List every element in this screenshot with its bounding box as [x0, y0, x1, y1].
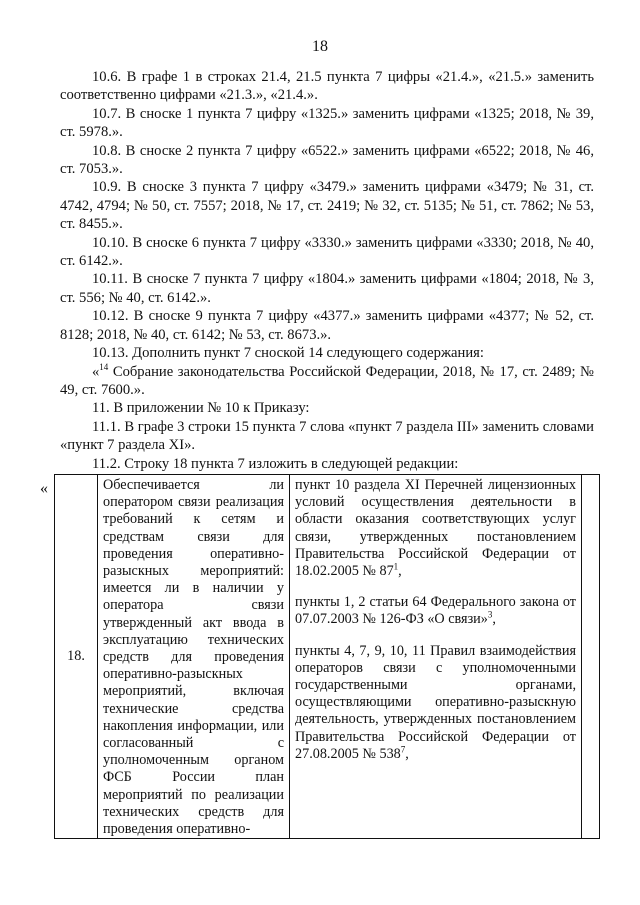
paragraph-text: 10.7. В сноске 1 пункта 7 цифру «1325.» заменить цифрами «1325; 2018, № 39, ст. 5978.».: [60, 105, 594, 141]
footnote-marker: 1: [393, 561, 399, 572]
paragraph-text: 11. В приложении № 10 к Приказу:: [92, 400, 310, 417]
paragraph-text: 11.2. Строку 18 пункта 7 изложить в следующей редакции:: [92, 455, 459, 472]
footnote-14-text: [60, 363, 594, 400]
paragraph-10-13: [60, 344, 594, 362]
paragraph-text: 11.1. В графе 3 строки 15 пункта 7 слова «пункт 7 раздела III» заменить словами «пункт 7 раздела XI».: [60, 418, 594, 454]
reference-tail: ,: [405, 745, 409, 762]
paragraph-text: 10.9. В сноске 3 пункта 7 цифру «3479.» заменить цифрами «3479; № 31, ст. 4742, 4794; № 50, ст. 7557; 2018, № 17, ст. 2419; № 32, ст. 5135; № 51, ст. 7862; № 53, ст. 8455.».: [60, 179, 594, 233]
footnote-marker: 7: [400, 744, 406, 755]
paragraph-10-10: [60, 234, 594, 271]
reference-text: пункты 1, 2 статьи 64 Федерального закона от 07.07.2003 № 126-ФЗ «О связи»: [295, 594, 576, 628]
paragraph-10-11: [60, 270, 594, 307]
paragraph-text: 10.8. В сноске 2 пункта 7 цифру «6522.» заменить цифрами «6522; 2018, № 46, ст. 7053.».: [60, 142, 594, 178]
empty-cell: [582, 475, 600, 839]
paragraph-11-1: [60, 418, 594, 455]
requirement-cell: Обеспечивается ли оператором связи реализация требований к сетям и средствам связи для проведения оперативно-разыскных мероприятий: имеется ли в наличии у оператора связи утвержденный акт ввода в эксплуатацию технических средств для проведения оперативно-разыскных мероприятий, включая технические средства накопления информации, или согласованный с уполномоченным органом ФСБ России план мероприятий по реализации технических средств для проведения оперативно-: [98, 475, 290, 839]
reference-text: пункты 4, 7, 9, 10, 11 Правил взаимодействия операторов связи с уполномоченными государственными органами, осуществляющими оперативно-разыскную деятельность, утвержденных постановлением Правительства Российской Федерации от 27.08.2005 № 538: [295, 642, 576, 762]
paragraph-text: 10.10. В сноске 6 пункта 7 цифру «3330.» заменить цифрами «3330; 2018, № 40, ст. 6142.».: [60, 234, 594, 270]
footnote-marker: 14: [99, 361, 109, 372]
table-row: [55, 475, 600, 839]
amendment-table: [54, 474, 600, 839]
references-cell: [290, 475, 582, 839]
amendments-text: [60, 68, 594, 473]
paragraph-11-2: [60, 455, 594, 473]
paragraph-10-6: [60, 68, 594, 105]
paragraph-10-8: [60, 142, 594, 179]
reference-item: [295, 643, 576, 763]
table-open-quote: «: [40, 480, 48, 497]
footnote-marker: 3: [487, 609, 493, 620]
paragraph-text: 10.13. Дополнить пункт 7 сноской 14 следующего содержания:: [92, 345, 484, 362]
row-number: 18.: [55, 475, 98, 839]
paragraph-10-12: [60, 307, 594, 344]
paragraph-text: Собрание законодательства Российской Федерации, 2018, № 17, ст. 2489; № 49, ст. 7600.».: [60, 363, 594, 398]
open-quote: «: [92, 363, 100, 380]
page-number: 18: [312, 38, 328, 55]
reference-text: пункт 10 раздела XI Перечней лицензионных условий осуществления деятельности в области оказания соответствующих услуг связи, утвержденных постановлением Правительства Российской Федерации от 18.02.2005 № 87: [295, 477, 576, 580]
reference-item: [295, 477, 576, 580]
paragraph-text: 10.11. В сноске 7 пункта 7 цифру «1804.» заменить цифрами «1804; 2018, № 3, ст. 556; № 40, ст. 6142.».: [60, 271, 594, 306]
paragraph-11: [60, 399, 594, 417]
paragraph-10-9: [60, 178, 594, 233]
paragraph-text: 10.12. В сноске 9 пункта 7 цифру «4377.» заменить цифрами «4377; № 52, ст. 8128; 2018, № 40, ст. 6142; № 53, ст. 8673.».: [60, 308, 594, 343]
reference-tail: ,: [492, 611, 496, 628]
reference-item: [295, 594, 576, 628]
reference-tail: ,: [398, 563, 402, 580]
paragraph-text: 10.6. В графе 1 в строках 21.4, 21.5 пункта 7 цифры «21.4.», «21.5.» заменить соответственно цифрами «21.3.», «21.4.».: [60, 69, 594, 104]
paragraph-10-7: [60, 105, 594, 142]
